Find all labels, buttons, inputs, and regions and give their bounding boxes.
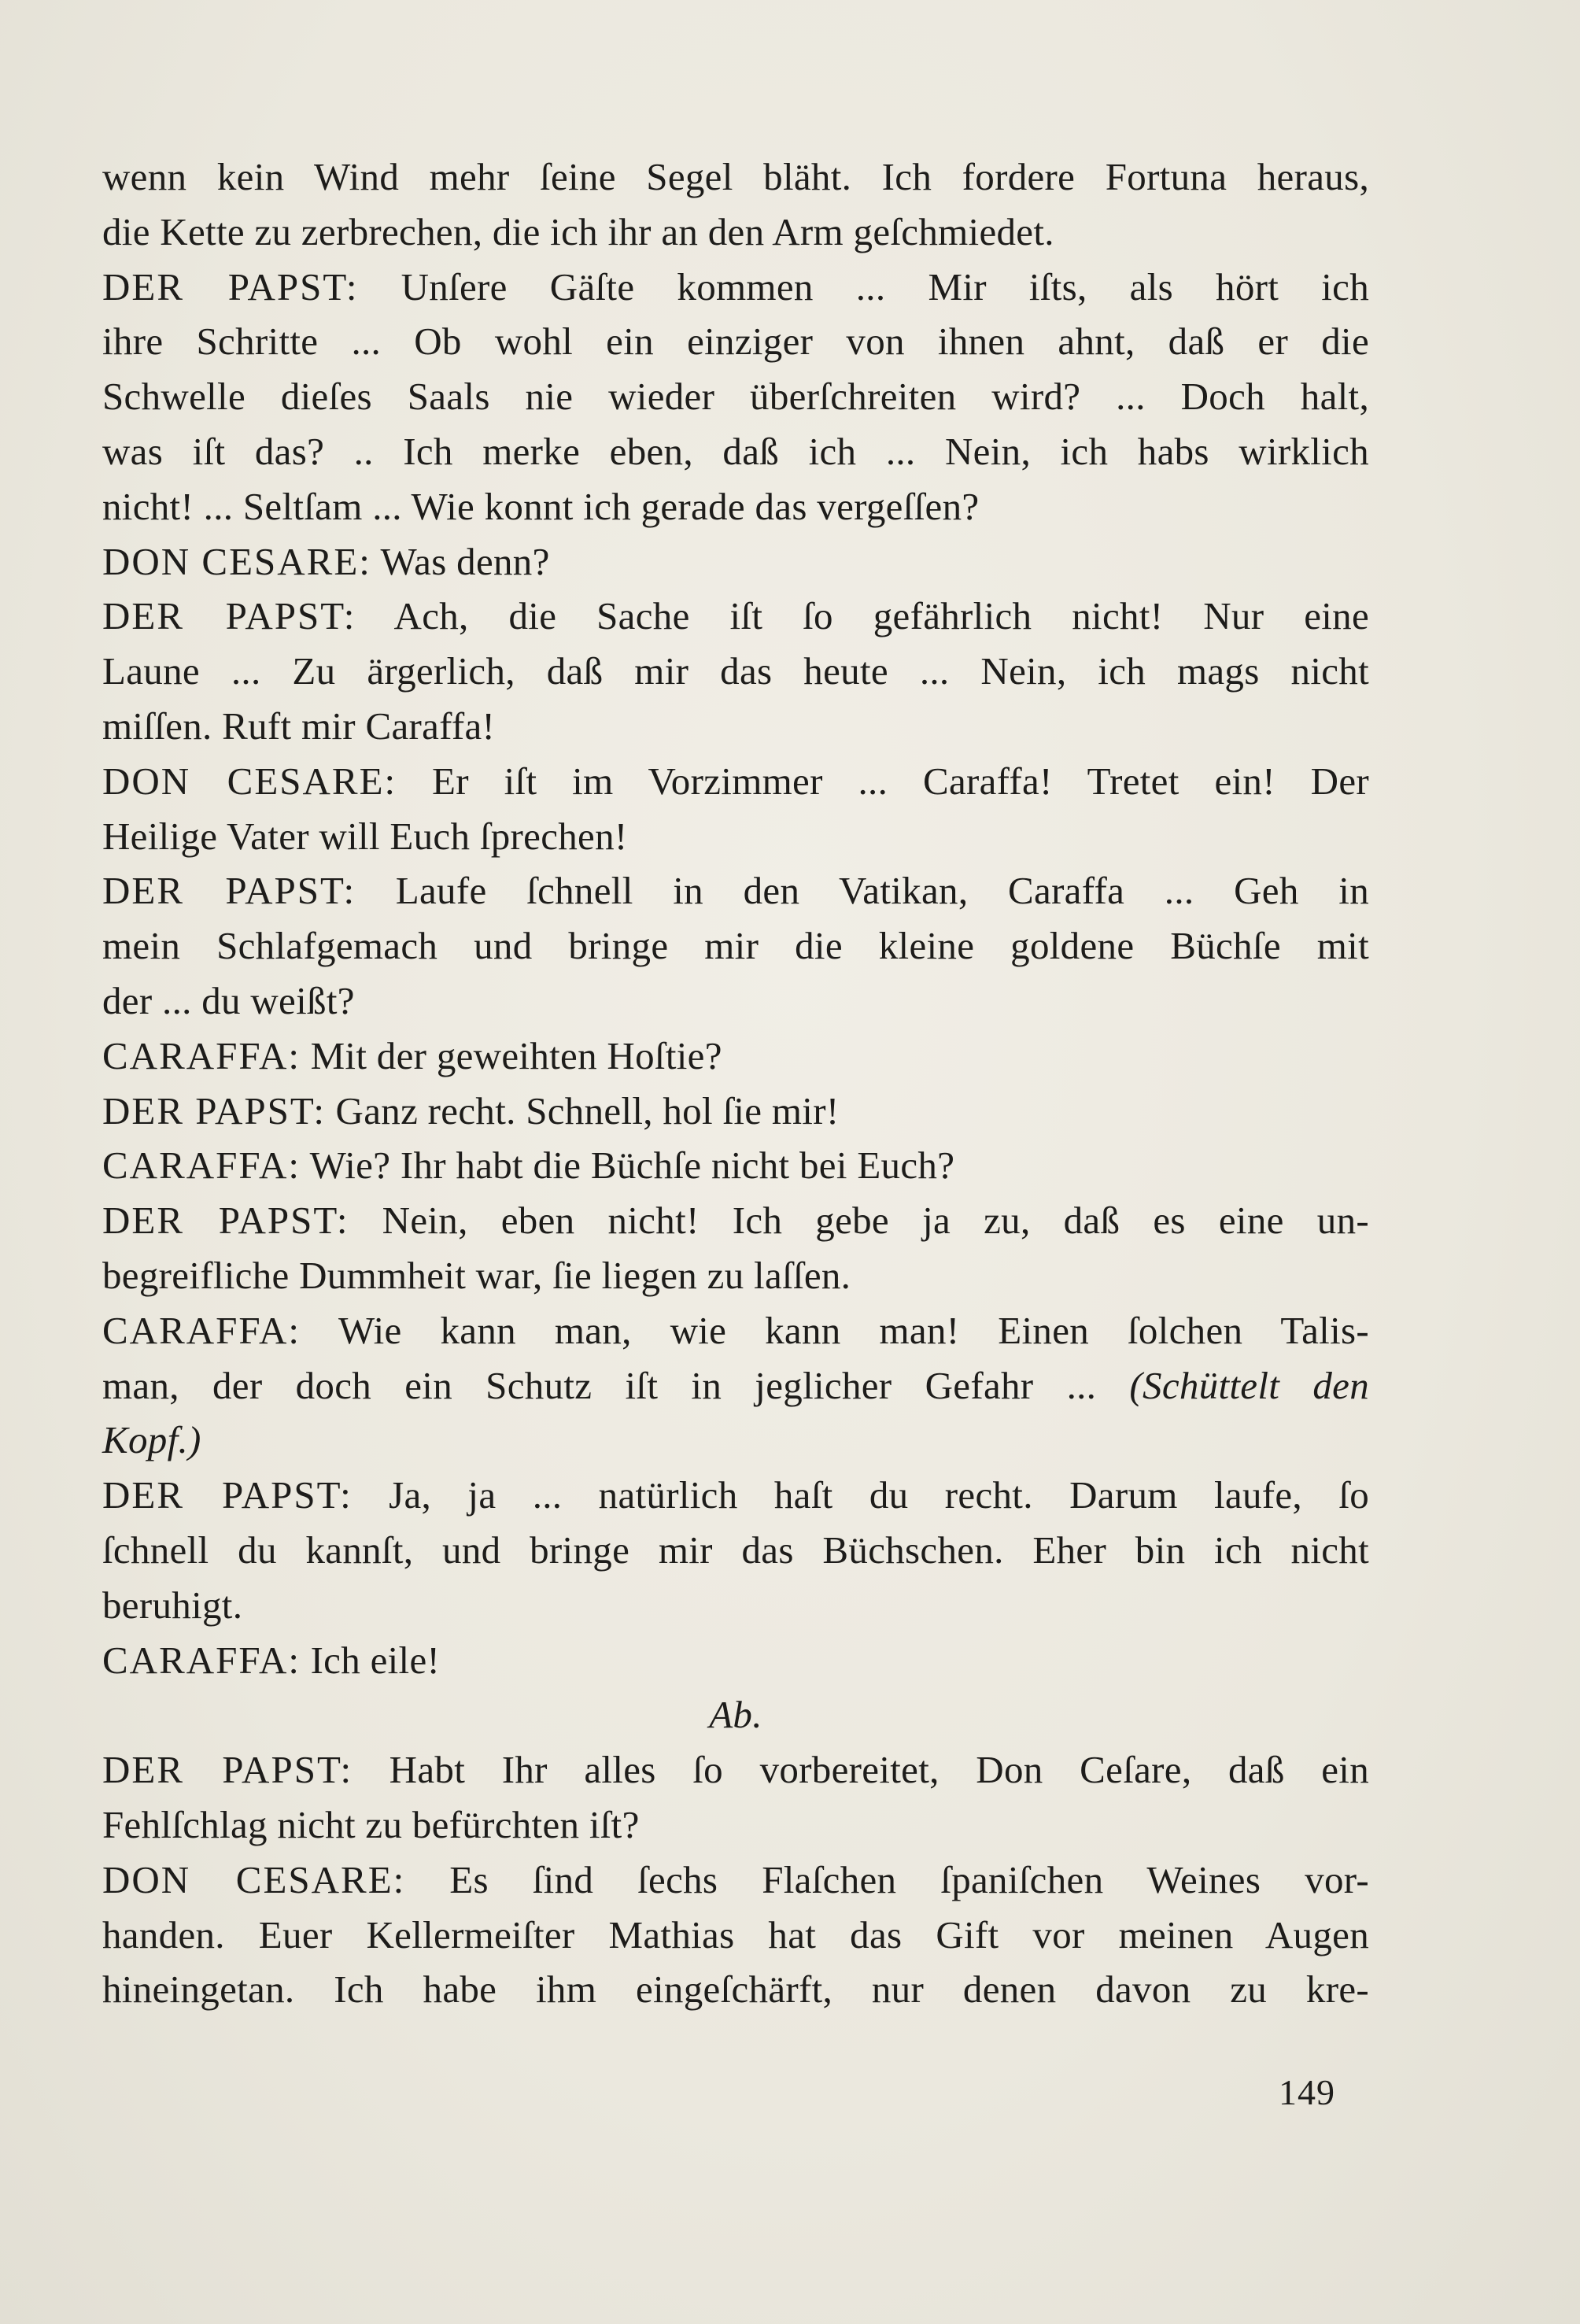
speaker-name: DER PAPST:	[102, 1199, 349, 1243]
line-text: Schwelle dieſes Saals nie wieder überſchreiten wird? ... Doch halt,	[102, 375, 1369, 419]
text-line	[102, 1742, 1369, 1797]
line-text: hineingetan. Ich habe ihm eingeſchärft, nur denen davon zu kre-	[102, 1967, 1369, 2012]
speaker-name: DON CESARE:	[102, 539, 371, 583]
line-text: Ja, ja ... natürlich haſt du recht. Darum laufe, ſo	[352, 1473, 1369, 1517]
line-text: ihre Schritte ... Ob wohl ein einziger von ihnen ahnt, daß er die	[102, 320, 1369, 364]
speaker-name: DER PAPST:	[102, 264, 359, 309]
line-text: nicht! ... Seltſam ... Wie konnt ich gerade das vergeſſen?	[102, 484, 980, 528]
line-text: Mit der geweihten Hoſtie?	[301, 1033, 722, 1077]
line-text: Ach, die Sache iſt ſo gefährlich nicht! Nur eine	[356, 594, 1369, 638]
text-line	[102, 534, 1369, 589]
text-line	[102, 809, 1369, 864]
line-text: Es ſind ſechs Flaſchen ſpaniſchen Weines vor-	[405, 1857, 1370, 1901]
line-text: Habt Ihr alles ſo vorbereitet, Don Ceſare, daß ein	[353, 1748, 1370, 1792]
text-line	[102, 1853, 1369, 1908]
speaker-name: DON CESARE:	[102, 759, 397, 803]
text-line	[102, 1358, 1369, 1413]
speaker-name: CARAFFA:	[102, 1638, 301, 1682]
text-line	[102, 1468, 1369, 1523]
stage-direction: Kopf.)	[102, 1418, 201, 1462]
text-line	[102, 863, 1369, 918]
text-line	[102, 260, 1369, 315]
line-text: Heilige Vater will Euch ſprechen!	[102, 814, 628, 858]
text-line	[102, 1962, 1369, 2017]
line-text: Laufe ſchnell in den Vatikan, Caraffa ... Geh in	[356, 869, 1369, 913]
speaker-name: CARAFFA:	[102, 1033, 301, 1077]
speaker-name: DON CESARE:	[102, 1857, 406, 1901]
line-text: man, der doch ein Schutz iſt in jeglicher Gefahr ...	[102, 1363, 1130, 1407]
text-line	[102, 1084, 1369, 1139]
line-text: Was denn?	[371, 539, 550, 583]
line-text: Wie kann man, wie kann man! Einen ſolchen Talis-	[301, 1308, 1369, 1352]
text-line	[102, 205, 1369, 260]
speaker-name: CARAFFA:	[102, 1308, 301, 1352]
text-line	[102, 1523, 1369, 1578]
text-line	[102, 1413, 1369, 1468]
text-line	[102, 644, 1369, 699]
text-line	[102, 1578, 1369, 1633]
text-line	[102, 1908, 1369, 1963]
line-text: Nein, eben nicht! Ich gebe ja zu, daß es eine un-	[349, 1199, 1369, 1243]
text-line	[102, 314, 1369, 369]
stage-direction: (Schüttelt den	[1129, 1363, 1369, 1407]
text-line	[102, 699, 1369, 754]
text-line	[102, 1687, 1369, 1742]
line-text: mein Schlafgemach und bringe mir die kleine goldene Büchſe mit	[102, 924, 1369, 968]
speaker-name: DER PAPST:	[102, 1088, 326, 1132]
text-line	[102, 589, 1369, 644]
line-text: die Kette zu zerbrechen, die ich ihr an den Arm geſchmiedet.	[102, 209, 1054, 253]
speaker-name: DER PAPST:	[102, 869, 356, 913]
speaker-name: CARAFFA:	[102, 1144, 301, 1188]
text-line	[102, 369, 1369, 424]
line-text: handen. Euer Kellermeiſter Mathias hat das Gift vor meinen Augen	[102, 1912, 1369, 1956]
text-line	[102, 974, 1369, 1029]
line-text: Unſere Gäſte kommen ... Mir iſts, als hört ich	[358, 264, 1369, 309]
text-line	[102, 150, 1369, 205]
line-text: Fehlſchlag nicht zu befürchten iſt?	[102, 1802, 640, 1846]
line-text: Wie? Ihr habt die Büchſe nicht bei Euch?	[301, 1144, 955, 1188]
speaker-name: DER PAPST:	[102, 1748, 353, 1792]
text-line	[102, 1193, 1369, 1248]
line-text: begreifliche Dummheit war, ſie liegen zu laſſen.	[102, 1253, 851, 1297]
text-line	[102, 479, 1369, 534]
text-line	[102, 1248, 1369, 1303]
line-text: Ich eile!	[301, 1638, 441, 1682]
speaker-name: DER PAPST:	[102, 594, 356, 638]
line-text: der ... du weißt?	[102, 978, 355, 1022]
text-line	[102, 1138, 1369, 1193]
line-text: miſſen. Ruft mir Caraffa!	[102, 704, 496, 748]
text-line	[102, 918, 1369, 974]
line-text: Laune ... Zu ärgerlich, daß mir das heute ... Nein, ich mags nicht	[102, 649, 1369, 693]
line-text: Ganz recht. Schnell, hol ſie mir!	[326, 1088, 840, 1132]
speaker-name: DER PAPST:	[102, 1473, 353, 1517]
line-text: was iſt das? .. Ich merke eben, daß ich ... Nein, ich habs wirklich	[102, 429, 1369, 473]
line-text: Er iſt im Vorzimmer ... Caraffa! Tretet ein! Der	[397, 759, 1370, 803]
text-line	[102, 424, 1369, 479]
stage-direction: Ab.	[709, 1693, 762, 1737]
line-text: ſchnell du kannſt, und bringe mir das Büchschen. Eher bin ich nicht	[102, 1528, 1369, 1572]
line-text: beruhigt.	[102, 1583, 243, 1627]
text-line	[102, 754, 1369, 809]
text-line	[102, 1303, 1369, 1358]
page-number: 149	[1279, 2072, 1335, 2112]
text-line	[102, 1029, 1369, 1084]
text-line	[102, 1797, 1369, 1853]
body-text	[102, 150, 1369, 2017]
text-line	[102, 1633, 1369, 1688]
line-text: wenn kein Wind mehr ſeine Segel bläht. Ich fordere Fortuna heraus,	[102, 155, 1369, 198]
